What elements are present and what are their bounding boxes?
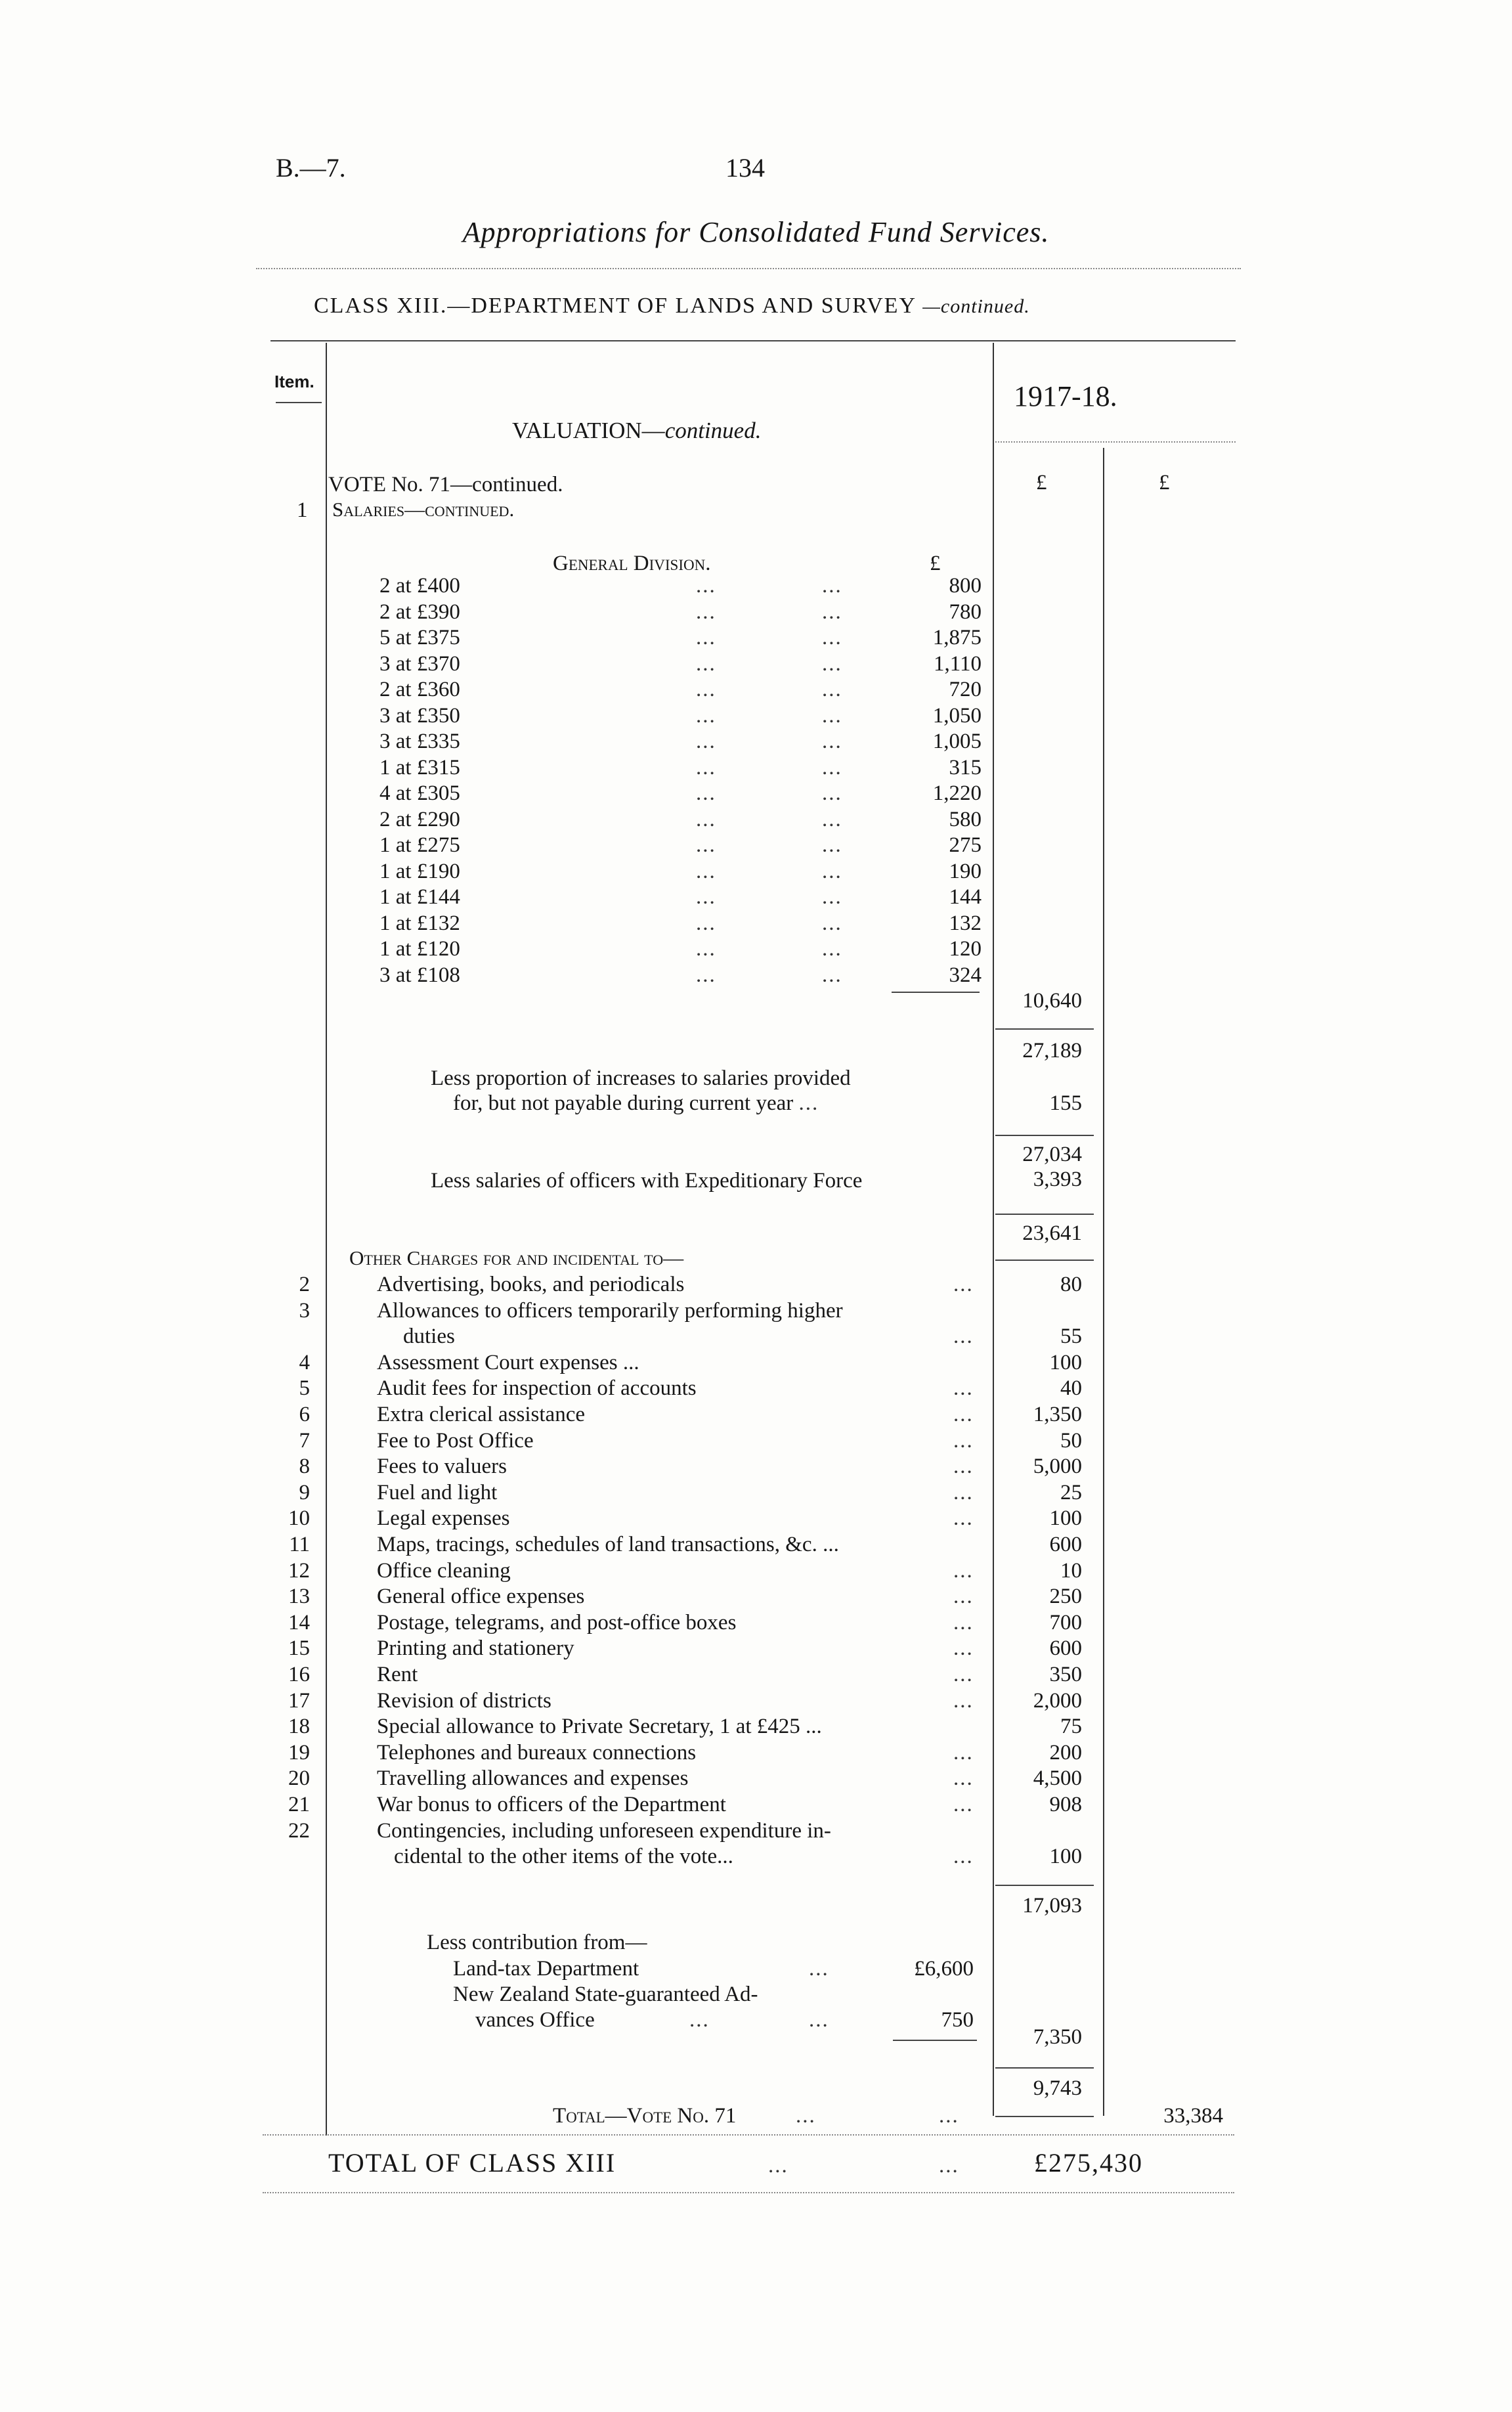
contribution-dots-2b: ... xyxy=(809,2008,829,2032)
oc-row-desc: Maps, tracings, schedules of land transactions, &c. ... xyxy=(377,1533,839,1556)
gd-row-dots: ... xyxy=(696,704,716,728)
gd-row-dots: ... xyxy=(696,574,716,598)
gd-row-desc: 1 at £275 xyxy=(379,833,460,857)
gd-row-dots: ... xyxy=(822,574,842,598)
gd-row-amount: 275 xyxy=(949,833,982,857)
gd-row-dots: ... xyxy=(696,937,716,961)
oc-row-dots: ... xyxy=(953,1636,974,1660)
gd-row-amount: 132 xyxy=(949,911,982,935)
gd-row-amount: 120 xyxy=(949,937,982,961)
gd-row-amount: 324 xyxy=(949,963,982,987)
gd-row-desc: 1 at £315 xyxy=(379,756,460,779)
less2-text: Less salaries of officers with Expeditionary Force xyxy=(431,1169,863,1193)
vote-total-label: Total—Vote No. 71 xyxy=(553,2104,737,2128)
contribution-total: 7,350 xyxy=(1033,2025,1082,2049)
class-total-label: TOTAL OF CLASS XIII xyxy=(328,2148,616,2178)
oc-row-item: 16 xyxy=(288,1663,310,1686)
gd-row-amount: 580 xyxy=(949,808,982,831)
item-header-rule xyxy=(276,402,322,403)
gd-row-dots: ... xyxy=(822,781,842,805)
oc-row-amount: 600 xyxy=(1049,1636,1082,1660)
other-charges-total: 17,093 xyxy=(1022,1894,1082,1918)
section-heading: VALUATION—continued. xyxy=(512,418,762,443)
net-rule xyxy=(995,2067,1094,2069)
oc-row-dots: ... xyxy=(953,1273,974,1296)
class-total-amount: £275,430 xyxy=(1034,2148,1143,2178)
subtotal3-rule xyxy=(995,1214,1094,1215)
item-column-rule xyxy=(326,343,327,2136)
oc-row-item: 13 xyxy=(288,1585,310,1608)
oc-row-desc: War bonus to officers of the Department xyxy=(377,1793,726,1816)
oc-row-amount: 50 xyxy=(1060,1429,1082,1453)
page-number: 134 xyxy=(725,153,765,183)
gd-row-desc: 3 at £108 xyxy=(379,963,460,987)
oc-row-desc: Contingencies, including unforeseen expenditure in- xyxy=(377,1819,831,1843)
oc-row-item: 5 xyxy=(299,1376,310,1400)
gd-row-dots: ... xyxy=(822,730,842,753)
gd-row-dots: ... xyxy=(822,911,842,935)
oc-row-amount: 100 xyxy=(1049,1351,1082,1374)
oc-row-item: 22 xyxy=(288,1819,310,1843)
class-total-rule xyxy=(263,2192,1234,2193)
gd-row-dots: ... xyxy=(696,860,716,883)
gd-row-dots: ... xyxy=(822,756,842,779)
oc-row-desc: Office cleaning xyxy=(377,1559,511,1583)
general-division-sum-rule xyxy=(892,992,980,993)
subtotal3-bottom-rule xyxy=(995,1260,1094,1261)
gd-row-dots: ... xyxy=(822,704,842,728)
pound-header-1: £ xyxy=(1036,471,1047,494)
gd-row-desc: 3 at £350 xyxy=(379,704,460,728)
gd-row-desc: 1 at £132 xyxy=(379,911,460,935)
vote-total-dots-1: ... xyxy=(796,2104,816,2128)
class-heading-main: CLASS XIII.—DEPARTMENT OF LANDS AND SURVEY xyxy=(314,294,916,318)
oc-row-item: 9 xyxy=(299,1481,310,1504)
oc-row-dots: ... xyxy=(953,1663,974,1686)
gd-row-amount: 1,050 xyxy=(932,704,982,728)
oc-row-item: 21 xyxy=(288,1793,310,1816)
vote-total-rule xyxy=(263,2134,1234,2136)
oc-row-desc: Advertising, books, and periodicals xyxy=(377,1273,685,1296)
oc-row-dots: ... xyxy=(953,1766,974,1790)
oc-row-item: 19 xyxy=(288,1741,310,1765)
subtotal-1: 27,189 xyxy=(1022,1039,1082,1063)
gd-row-dots: ... xyxy=(822,678,842,701)
general-division-pound: £ xyxy=(930,552,941,575)
oc-row-amount: 75 xyxy=(1060,1715,1082,1738)
less1-amount: 155 xyxy=(1049,1091,1082,1115)
oc-row-dots: ... xyxy=(953,1429,974,1453)
gd-row-desc: 3 at £370 xyxy=(379,652,460,676)
gd-row-dots: ... xyxy=(696,626,716,649)
contribution-heading: Less contribution from— xyxy=(427,1931,647,1954)
oc-row-amount: 10 xyxy=(1060,1559,1082,1583)
class-heading xyxy=(314,294,1030,318)
oc-row-desc: Audit fees for inspection of accounts xyxy=(377,1376,697,1400)
vote-total-amount: 33,384 xyxy=(1163,2104,1223,2128)
oc-row-desc: Travelling allowances and expenses xyxy=(377,1766,689,1790)
oc-row-desc: Revision of districts xyxy=(377,1689,551,1713)
gd-row-desc: 2 at £400 xyxy=(379,574,460,598)
other-charges-sum-rule xyxy=(995,1885,1094,1886)
oc-row-amount: 25 xyxy=(1060,1481,1082,1504)
gd-row-dots: ... xyxy=(822,860,842,883)
oc-row-item: 11 xyxy=(289,1533,310,1556)
oc-row-amount: 250 xyxy=(1049,1585,1082,1608)
item-column-header: Item. xyxy=(274,372,314,391)
oc-row-desc: Legal expenses xyxy=(377,1506,510,1530)
oc-row-desc: Fee to Post Office xyxy=(377,1429,534,1453)
gd-row-amount: 1,220 xyxy=(932,781,982,805)
gd-row-amount: 144 xyxy=(949,885,982,909)
contribution-line2: New Zealand State-guaranteed Ad- xyxy=(453,1983,758,2006)
gd-row-dots: ... xyxy=(696,678,716,701)
vote-heading: VOTE No. 71—continued. xyxy=(328,473,563,496)
gd-row-dots: ... xyxy=(822,963,842,987)
oc-row-item: 7 xyxy=(299,1429,310,1453)
oc-row-desc: Fees to valuers xyxy=(377,1455,507,1478)
gd-row-dots: ... xyxy=(696,833,716,857)
gd-row-dots: ... xyxy=(696,730,716,753)
oc-row-desc: Fuel and light xyxy=(377,1481,498,1504)
gd-row-amount: 720 xyxy=(949,678,982,701)
oc-row-desc: Allowances to officers temporarily performing higher xyxy=(377,1299,843,1323)
page-title: Appropriations for Consolidated Fund Services. xyxy=(462,216,1050,248)
oc-row-dots: ... xyxy=(953,1455,974,1478)
class-total-dots-2: ... xyxy=(939,2154,959,2178)
oc-row-dots: ... xyxy=(953,1481,974,1504)
gd-row-dots: ... xyxy=(822,885,842,909)
oc-row-dots: ... xyxy=(953,1741,974,1765)
subtotal2-rule xyxy=(995,1135,1094,1136)
total-column-rule xyxy=(1103,448,1104,2116)
less1-line2-text: for, but not payable during current year xyxy=(453,1091,794,1115)
gd-row-amount: 190 xyxy=(949,860,982,883)
contribution-sum-rule xyxy=(893,2040,977,2041)
oc-row-amount: 600 xyxy=(1049,1533,1082,1556)
gd-row-amount: 780 xyxy=(949,600,982,624)
oc-row-dots: ... xyxy=(953,1325,974,1348)
title-rule xyxy=(256,268,1241,269)
item-number-1: 1 xyxy=(297,498,308,522)
oc-row-amount: 5,000 xyxy=(1033,1455,1082,1478)
less1-line1: Less proportion of increases to salaries provided xyxy=(431,1066,851,1090)
gd-row-desc: 3 at £335 xyxy=(379,730,460,753)
page-ref: B.—7. xyxy=(276,153,346,183)
gd-row-dots: ... xyxy=(696,963,716,987)
gd-row-dots: ... xyxy=(696,885,716,909)
oc-row-amount: 350 xyxy=(1049,1663,1082,1686)
gd-row-dots: ... xyxy=(822,652,842,676)
gd-row-desc: 5 at £375 xyxy=(379,626,460,649)
other-charges-heading: Other Charges for and incidental to— xyxy=(349,1246,684,1269)
contribution-line3: vances Office xyxy=(475,2008,595,2032)
oc-row-dots: ... xyxy=(953,1611,974,1634)
net-bottom-rule xyxy=(995,2116,1094,2117)
table-top-rule xyxy=(270,340,1236,341)
oc-row-dots: ... xyxy=(953,1689,974,1713)
gd-row-desc: 1 at £144 xyxy=(379,885,460,909)
oc-row-item: 17 xyxy=(288,1689,310,1713)
gd-row-dots: ... xyxy=(696,808,716,831)
gd-row-amount: 1,110 xyxy=(933,652,982,676)
oc-row-item: 4 xyxy=(299,1351,310,1374)
gd-row-dots: ... xyxy=(696,781,716,805)
less2-amount: 3,393 xyxy=(1033,1168,1082,1191)
oc-row-dots: ... xyxy=(953,1403,974,1426)
contribution-amount-1: £6,600 xyxy=(914,1957,974,1981)
subtotal1-rule xyxy=(995,1028,1094,1030)
oc-row-desc: Extra clerical assistance xyxy=(377,1403,585,1426)
oc-row-item: 2 xyxy=(299,1273,310,1296)
contribution-amount-2: 750 xyxy=(941,2008,974,2032)
gd-row-desc: 1 at £120 xyxy=(379,937,460,961)
oc-row-dots: ... xyxy=(953,1506,974,1530)
oc-row-amount: 80 xyxy=(1060,1273,1082,1296)
oc-row-dots: ... xyxy=(953,1376,974,1400)
oc-row-desc: General office expenses xyxy=(377,1585,585,1608)
class-total-dots-1: ... xyxy=(768,2154,788,2178)
oc-row-amount: 1,350 xyxy=(1033,1403,1082,1426)
oc-row-item: 3 xyxy=(299,1299,310,1323)
contribution-dots-1: ... xyxy=(809,1957,829,1981)
oc-row-item: 10 xyxy=(288,1506,310,1530)
oc-row-dots: ... xyxy=(953,1845,974,1868)
oc-row-dots: ... xyxy=(953,1559,974,1583)
gd-row-amount: 800 xyxy=(949,574,982,598)
gd-row-dots: ... xyxy=(696,911,716,935)
oc-row-item: 14 xyxy=(288,1611,310,1634)
year-column-header: 1917-18. xyxy=(1014,380,1117,412)
oc-row-amount: 100 xyxy=(1049,1506,1082,1530)
salaries-heading: Salaries—continued. xyxy=(332,498,515,521)
oc-row-desc-cont: duties xyxy=(403,1325,455,1348)
pound-header-2: £ xyxy=(1159,471,1170,494)
gd-row-dots: ... xyxy=(822,937,842,961)
gd-row-amount: 1,005 xyxy=(932,730,982,753)
oc-row-desc-cont: cidental to the other items of the vote... xyxy=(394,1845,733,1868)
contribution-line1: Land-tax Department xyxy=(453,1957,639,1981)
oc-row-amount: 2,000 xyxy=(1033,1689,1082,1713)
gd-row-desc: 1 at £190 xyxy=(379,860,460,883)
general-division-total: 10,640 xyxy=(1022,989,1082,1013)
oc-row-item: 20 xyxy=(288,1766,310,1790)
class-heading-suffix: —continued. xyxy=(922,296,1030,317)
general-division-heading: General Division. xyxy=(553,552,711,575)
gd-row-dots: ... xyxy=(822,833,842,857)
vote-total-dots-2: ... xyxy=(939,2104,959,2128)
net-amount: 9,743 xyxy=(1033,2076,1082,2100)
gd-row-desc: 4 at £305 xyxy=(379,781,460,805)
gd-row-dots: ... xyxy=(822,626,842,649)
amount-column-rule xyxy=(993,343,994,2116)
contribution-dots-2a: ... xyxy=(689,2008,710,2032)
oc-row-desc: Telephones and bureaux connections xyxy=(377,1741,697,1765)
subtotal-2: 27,034 xyxy=(1022,1143,1082,1166)
oc-row-dots: ... xyxy=(953,1585,974,1608)
gd-row-amount: 1,875 xyxy=(932,626,982,649)
oc-row-amount: 40 xyxy=(1060,1376,1082,1400)
gd-row-dots: ... xyxy=(822,808,842,831)
oc-row-desc: Assessment Court expenses ... xyxy=(377,1351,639,1374)
oc-row-dots: ... xyxy=(953,1793,974,1816)
gd-row-desc: 2 at £390 xyxy=(379,600,460,624)
oc-row-desc: Postage, telegrams, and post-office boxes xyxy=(377,1611,737,1634)
oc-row-amount: 55 xyxy=(1060,1325,1082,1348)
less1-line2: for, but not payable during current year ... xyxy=(453,1091,819,1115)
gd-row-desc: 2 at £290 xyxy=(379,808,460,831)
oc-row-amount: 700 xyxy=(1049,1611,1082,1634)
subtotal-3: 23,641 xyxy=(1022,1221,1082,1245)
oc-row-item: 6 xyxy=(299,1403,310,1426)
gd-row-dots: ... xyxy=(696,652,716,676)
oc-row-amount: 908 xyxy=(1049,1793,1082,1816)
oc-row-amount: 200 xyxy=(1049,1741,1082,1765)
oc-row-amount: 100 xyxy=(1049,1845,1082,1868)
gd-row-dots: ... xyxy=(696,600,716,624)
gd-row-dots: ... xyxy=(822,600,842,624)
gd-row-amount: 315 xyxy=(949,756,982,779)
oc-row-desc: Printing and stationery xyxy=(377,1636,574,1660)
oc-row-item: 15 xyxy=(288,1636,310,1660)
oc-row-desc: Rent xyxy=(377,1663,418,1686)
gd-row-dots: ... xyxy=(696,756,716,779)
oc-row-item: 8 xyxy=(299,1455,310,1478)
year-header-rule xyxy=(995,441,1236,443)
gd-row-desc: 2 at £360 xyxy=(379,678,460,701)
oc-row-amount: 4,500 xyxy=(1033,1766,1082,1790)
oc-row-item: 18 xyxy=(288,1715,310,1738)
oc-row-desc: Special allowance to Private Secretary, 1 at £425 ... xyxy=(377,1715,822,1738)
oc-row-item: 12 xyxy=(288,1559,310,1583)
